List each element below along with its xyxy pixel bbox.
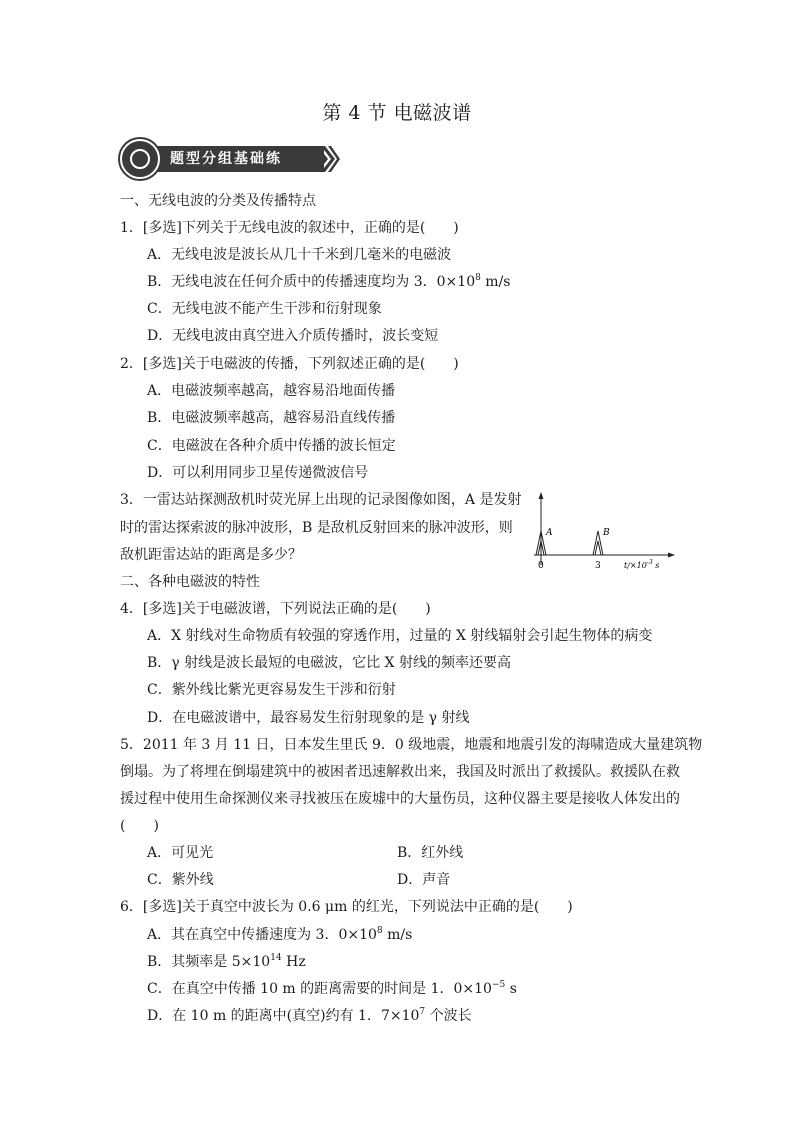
- q5-option-b: B．红外线: [397, 845, 464, 861]
- label-b: B: [603, 528, 610, 538]
- q3-line-1: 3．一雷达站探测敌机时荧光屏上出现的记录图像如图，A 是发射: [120, 492, 522, 508]
- q1-option-a: A．无线电波是波长从几十千米到几毫米的电磁波: [147, 247, 452, 263]
- section-heading-1: 一、无线电波的分类及传播特点: [120, 193, 316, 209]
- q6-option-b: B．其频率是 $5\times 10^{14}$ Hz: [147, 953, 306, 970]
- q2-stem: 2．[多选]关于电磁波的传播，下列叙述正确的是( ): [120, 356, 459, 372]
- q5-line-2: 倒塌。为了将埋在倒塌建筑中的被困者迅速解救出来，我国及时派出了救援队。救援队在救: [120, 764, 680, 780]
- radar-pulse-figure: [528, 491, 678, 573]
- page-title: 第 4 节 电磁波谱: [322, 102, 472, 124]
- y-axis-arrow: [539, 492, 544, 499]
- q4-option-b: B．γ 射线是波长最短的电磁波，它比 X 射线的频率还要高: [147, 655, 511, 671]
- q5-option-c: C．紫外线: [147, 872, 214, 888]
- q5-line-4: ( ): [120, 818, 159, 834]
- pulse-b: [593, 531, 603, 555]
- q2-option-a: A．电磁波频率越高，越容易沿地面传播: [147, 383, 396, 399]
- tick-3: 3: [595, 561, 601, 571]
- q1-option-c: C．无线电波不能产生干涉和衍射现象: [147, 301, 382, 317]
- q2-option-b: B．电磁波频率越高，越容易沿直线传播: [147, 410, 396, 426]
- q4-option-c: C．紫外线比紫光更容易发生干涉和衍射: [147, 682, 396, 698]
- q1-stem: 1．[多选]下列关于无线电波的叙述中，正确的是( ): [120, 220, 459, 236]
- x-axis-label: $t/\times 10^{-3}$ s: [624, 559, 660, 570]
- label-a: A: [546, 528, 553, 538]
- spiral-icon: [120, 139, 160, 179]
- q6-option-d: D．在 10 m 的距离中(真空)约有 1．$7\times 10^7$ 个波长: [147, 1007, 472, 1024]
- q5-line-3: 援过程中使用生命探测仪来寻找被压在废墟中的大量伤员，这种仪器主要是接收人体发出的: [120, 791, 680, 807]
- q4-option-d: D．在电磁波谱中，最容易发生衍射现象的是 γ 射线: [147, 710, 470, 726]
- q1-option-d: D．无线电波由真空进入介质传播时，波长变短: [147, 328, 439, 344]
- q6-stem: 6．[多选]关于真空中波长为 0.6 μm 的红光，下列说法中正确的是( ): [120, 899, 573, 915]
- q4-stem: 4．[多选]关于电磁波谱，下列说法正确的是( ): [120, 601, 431, 617]
- section-heading-2: 二、各种电磁波的特性: [120, 574, 260, 590]
- q1-option-b: B．无线电波在任何介质中的传播速度均为 3．$0\times 10^8$ m/s: [147, 273, 511, 290]
- banner-label: 题型分组基础练: [170, 151, 282, 167]
- q2-option-c: C．电磁波在各种介质中传播的波长恒定: [147, 438, 396, 454]
- banner-stripes-icon: [312, 142, 340, 176]
- tick-0: 0: [538, 561, 544, 571]
- q6-option-c: C．在真空中传播 10 m 的距离需要的时间是 1．$0\times 10^{-5}$ s: [147, 980, 517, 997]
- x-axis-arrow: [668, 553, 675, 558]
- q5-line-1: 5．2011 年 3 月 11 日，日本发生里氏 9．0 级地震，地震和地震引发的海啸造成大量建筑物: [120, 737, 703, 753]
- section-banner: [120, 139, 336, 179]
- q6-option-a: A．其在真空中传播速度为 3．$0\times 10^8$ m/s: [147, 926, 413, 943]
- q5-option-a: A．可见光: [147, 845, 214, 861]
- q3-line-2: 时的雷达探索波的脉冲波形，B 是敌机反射回来的脉冲波形，则: [120, 520, 513, 536]
- q5-option-d: D．声音: [397, 872, 451, 888]
- q4-option-a: A．X 射线对生命物质有较强的穿透作用，过量的 X 射线辐射会引起生物体的病变: [147, 628, 653, 644]
- q2-option-d: D．可以利用同步卫星传递微波信号: [147, 465, 369, 481]
- q3-line-3: 敌机距雷达站的距离是多少？: [120, 547, 302, 563]
